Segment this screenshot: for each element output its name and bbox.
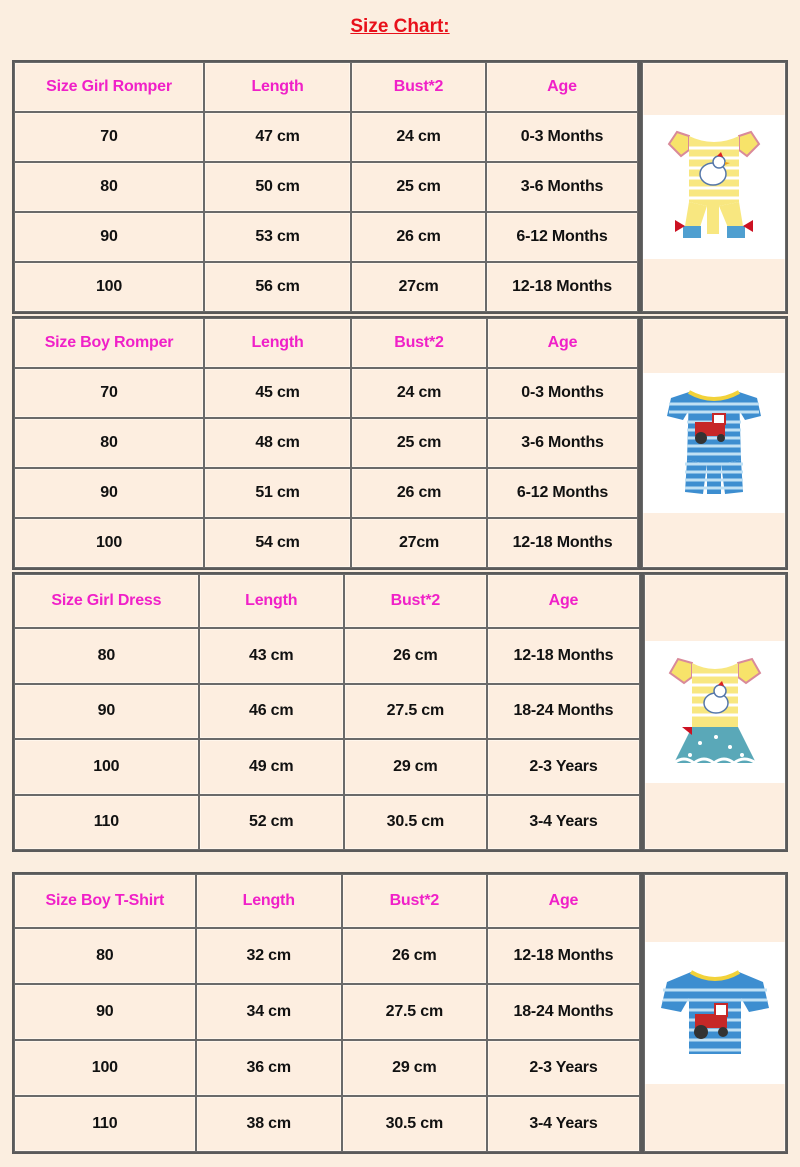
header-size: Size Girl Dress (14, 574, 199, 628)
cell-age: 0-3 Months (486, 112, 638, 162)
cell-bust: 25 cm (351, 418, 487, 468)
cell-bust: 27cm (351, 262, 486, 312)
cell-age: 3-6 Months (487, 418, 638, 468)
header-age: Age (487, 574, 640, 628)
cell-bust: 27.5 cm (342, 984, 487, 1040)
product-image-cell (642, 62, 786, 312)
cell-length: 48 cm (204, 418, 351, 468)
cell-size: 70 (14, 368, 204, 418)
boy-tshirt-icon (645, 942, 785, 1084)
table-row (14, 684, 640, 740)
header-age: Age (487, 874, 640, 928)
table-row (14, 1096, 640, 1152)
cell-length: 46 cm (199, 684, 344, 740)
cell-size: 90 (14, 468, 204, 518)
cell-length: 51 cm (204, 468, 351, 518)
table-row (14, 928, 640, 984)
header-bust: Bust*2 (342, 874, 487, 928)
size-table-girl-romper (12, 60, 640, 314)
table-row (14, 739, 640, 795)
table-row (14, 628, 640, 684)
cell-age: 18-24 Months (487, 684, 640, 740)
cell-age: 12-18 Months (487, 928, 640, 984)
header-bust: Bust*2 (351, 318, 487, 368)
cell-bust: 30.5 cm (344, 795, 487, 851)
product-image-panel-girl-romper (640, 60, 788, 314)
cell-size: 80 (14, 418, 204, 468)
cell-bust: 29 cm (342, 1040, 487, 1096)
product-image-cell (642, 318, 786, 568)
table-row (14, 112, 638, 162)
cell-size: 80 (14, 162, 204, 212)
product-image-panel-boy-tshirt (642, 872, 788, 1154)
cell-length: 53 cm (204, 212, 351, 262)
cell-length: 47 cm (204, 112, 351, 162)
header-age: Age (486, 62, 638, 112)
cell-age: 6-12 Months (487, 468, 638, 518)
cell-size: 80 (14, 928, 196, 984)
header-bust: Bust*2 (344, 574, 487, 628)
cell-size: 90 (14, 212, 204, 262)
table-header-row (14, 874, 640, 928)
cell-length: 38 cm (196, 1096, 342, 1152)
cell-bust: 30.5 cm (342, 1096, 487, 1152)
cell-size: 110 (14, 795, 199, 851)
header-length: Length (204, 62, 351, 112)
table-row (14, 418, 638, 468)
table-row (14, 468, 638, 518)
cell-size: 100 (14, 262, 204, 312)
cell-length: 56 cm (204, 262, 351, 312)
cell-length: 52 cm (199, 795, 344, 851)
cell-age: 2-3 Years (487, 1040, 640, 1096)
table-row (14, 162, 638, 212)
cell-bust: 24 cm (351, 368, 487, 418)
cell-length: 49 cm (199, 739, 344, 795)
product-image-panel-boy-romper (640, 316, 788, 570)
table-row (14, 262, 638, 312)
product-image-cell (644, 574, 786, 850)
cell-length: 43 cm (199, 628, 344, 684)
cell-size: 70 (14, 112, 204, 162)
boy-romper-icon (643, 373, 785, 513)
cell-length: 36 cm (196, 1040, 342, 1096)
page-title: Size Chart: (350, 16, 450, 37)
cell-age: 18-24 Months (487, 984, 640, 1040)
girl-dress-icon (645, 641, 785, 783)
header-length: Length (204, 318, 351, 368)
table-header-row (14, 62, 638, 112)
header-size: Size Boy T-Shirt (14, 874, 196, 928)
cell-size: 80 (14, 628, 199, 684)
cell-bust: 26 cm (342, 928, 487, 984)
cell-age: 3-4 Years (487, 1096, 640, 1152)
table-header-row (14, 574, 640, 628)
cell-bust: 25 cm (351, 162, 486, 212)
header-bust: Bust*2 (351, 62, 486, 112)
cell-size: 90 (14, 984, 196, 1040)
cell-bust: 26 cm (351, 212, 486, 262)
cell-length: 34 cm (196, 984, 342, 1040)
cell-length: 54 cm (204, 518, 351, 568)
size-table-girl-dress (12, 572, 642, 852)
cell-bust: 27cm (351, 518, 487, 568)
cell-bust: 24 cm (351, 112, 486, 162)
cell-bust: 27.5 cm (344, 684, 487, 740)
cell-size: 90 (14, 684, 199, 740)
table-header-row (14, 318, 638, 368)
cell-bust: 26 cm (351, 468, 487, 518)
cell-length: 32 cm (196, 928, 342, 984)
cell-age: 3-6 Months (486, 162, 638, 212)
header-length: Length (199, 574, 344, 628)
cell-age: 0-3 Months (487, 368, 638, 418)
table-row (14, 984, 640, 1040)
size-table-boy-romper (12, 316, 640, 570)
cell-bust: 29 cm (344, 739, 487, 795)
table-row (14, 1040, 640, 1096)
table-row (14, 518, 638, 568)
header-age: Age (487, 318, 638, 368)
cell-age: 12-18 Months (487, 628, 640, 684)
cell-length: 50 cm (204, 162, 351, 212)
cell-bust: 26 cm (344, 628, 487, 684)
cell-age: 12-18 Months (486, 262, 638, 312)
table-row (14, 212, 638, 262)
table-row (14, 795, 640, 851)
header-size: Size Boy Romper (14, 318, 204, 368)
cell-size: 100 (14, 739, 199, 795)
girl-romper-icon (643, 115, 785, 259)
product-image-panel-girl-dress (642, 572, 788, 852)
table-row (14, 368, 638, 418)
size-table-boy-tshirt (12, 872, 642, 1154)
cell-age: 12-18 Months (487, 518, 638, 568)
product-image-cell (644, 874, 786, 1152)
cell-size: 100 (14, 518, 204, 568)
header-size: Size Girl Romper (14, 62, 204, 112)
cell-size: 110 (14, 1096, 196, 1152)
cell-age: 6-12 Months (486, 212, 638, 262)
cell-age: 2-3 Years (487, 739, 640, 795)
cell-age: 3-4 Years (487, 795, 640, 851)
cell-length: 45 cm (204, 368, 351, 418)
cell-size: 100 (14, 1040, 196, 1096)
header-length: Length (196, 874, 342, 928)
